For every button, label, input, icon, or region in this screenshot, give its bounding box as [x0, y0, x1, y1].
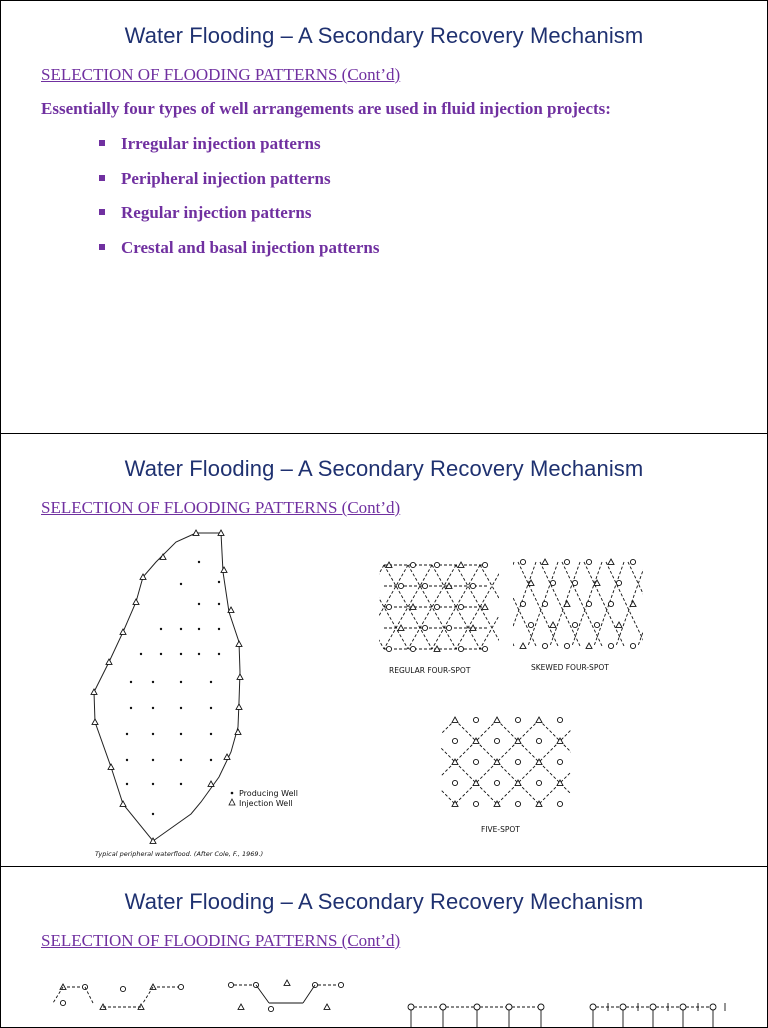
producing-well-icon — [550, 580, 555, 585]
pattern-line — [513, 562, 514, 646]
pattern-diagrams — [53, 980, 725, 1027]
producing-well-icon — [473, 801, 478, 806]
producing-well-icon — [434, 604, 439, 609]
producing-well-dot — [140, 653, 142, 655]
skewed-four-spot-figure — [513, 554, 643, 679]
producing-well-icon — [494, 738, 499, 743]
pattern-line — [441, 720, 497, 804]
peripheral-waterflood-figure — [81, 522, 311, 862]
injection-wells — [91, 530, 243, 843]
injection-well-icon — [564, 601, 570, 606]
slide-3 — [0, 866, 768, 1028]
producing-well-dot — [130, 681, 132, 683]
injection-well-icon — [550, 622, 556, 627]
slide-subtitle: SELECTION OF FLOODING PATTERNS (Cont’d) — [41, 498, 401, 517]
injection-well-icon — [542, 559, 548, 564]
producing-well-dot — [126, 733, 128, 735]
injection-well-icon — [238, 1004, 244, 1009]
pattern-line — [143, 987, 153, 1003]
slide-1 — [0, 0, 768, 434]
skewed-four-spot-pattern — [513, 559, 643, 649]
producing-well-icon — [386, 604, 391, 609]
producing-well-dot — [210, 759, 212, 761]
producing-well-dot — [152, 707, 154, 709]
injection-well-icon — [150, 984, 156, 989]
bullet-list — [99, 134, 379, 272]
producing-well-icon — [422, 625, 427, 630]
producing-well-icon — [482, 646, 487, 651]
producing-well-icon — [557, 801, 562, 806]
producing-well-icon — [542, 643, 547, 648]
pattern-line — [379, 565, 408, 649]
producing-well-icon — [538, 1004, 544, 1010]
slide-2 — [0, 433, 768, 867]
injection-well-icon — [133, 599, 139, 604]
producing-well-dot — [180, 733, 182, 735]
producing-well-icon — [268, 1006, 273, 1011]
producing-well-dot — [180, 653, 182, 655]
injection-well-icon — [630, 601, 636, 606]
producing-well-icon — [557, 759, 562, 764]
bullet-square-icon — [99, 209, 105, 215]
pattern-diagrams-row — [41, 967, 741, 1027]
producing-well-dot — [180, 707, 182, 709]
producing-well-icon — [608, 643, 613, 648]
injection-well-icon — [120, 801, 126, 806]
producing-well-icon — [557, 717, 562, 722]
injection-well-icon — [324, 1004, 330, 1009]
producing-well-dot — [130, 707, 132, 709]
injection-well-icon — [120, 629, 126, 634]
producing-well-icon — [564, 643, 569, 648]
producing-well-dot — [218, 628, 220, 630]
producing-well-icon — [434, 562, 439, 567]
bullet-square-icon — [99, 175, 105, 181]
slide-title: Water Flooding – A Secondary Recovery Mechanism — [124, 456, 644, 481]
injection-well-icon — [60, 984, 66, 989]
producing-well-icon — [440, 1004, 446, 1010]
producing-well-icon — [458, 604, 463, 609]
injection-well-icon — [235, 729, 241, 734]
producing-well-icon — [536, 780, 541, 785]
producing-well-icon — [338, 982, 343, 987]
injection-well-icon — [284, 980, 290, 985]
producing-well-icon — [515, 759, 520, 764]
pattern-line — [441, 720, 497, 804]
injection-well-icon — [221, 567, 227, 572]
producing-well-icon — [515, 717, 520, 722]
injection-well-icon — [608, 559, 614, 564]
injection-well-icon — [236, 641, 242, 646]
pattern-line — [303, 985, 315, 1003]
producing-well-icon — [60, 1000, 65, 1005]
slide-subtitle: SELECTION OF FLOODING PATTERNS (Cont’d) — [41, 931, 401, 950]
producing-well-icon — [446, 625, 451, 630]
producing-well-dot — [152, 681, 154, 683]
regular-four-spot-figure — [379, 557, 499, 682]
producing-well-dot — [210, 733, 212, 735]
producing-well-dot — [180, 759, 182, 761]
legend — [229, 789, 298, 808]
producing-wells — [126, 561, 220, 815]
producing-well-dot — [160, 653, 162, 655]
legend-injection: Injection Well — [239, 799, 293, 808]
producing-well-icon — [520, 559, 525, 564]
producing-well-icon — [564, 559, 569, 564]
producing-well-icon — [410, 646, 415, 651]
bullet-square-icon — [99, 244, 105, 250]
producing-well-icon — [422, 583, 427, 588]
pattern-line — [256, 985, 269, 1003]
producing-well-dot — [152, 783, 154, 785]
pattern-line — [628, 562, 643, 646]
pattern-line — [513, 562, 514, 646]
injection-well-icon — [108, 764, 114, 769]
producing-well-dot — [210, 681, 212, 683]
producing-well-dot — [198, 653, 200, 655]
injection-well-icon — [536, 717, 542, 722]
producing-well-dot — [210, 707, 212, 709]
slide-title: Water Flooding – A Secondary Recovery Mechanism — [124, 889, 644, 914]
producing-well-icon — [630, 643, 635, 648]
bullet-item: Crestal and basal injection patterns — [99, 238, 379, 273]
injection-well-icon — [520, 643, 526, 648]
injection-well-legend-icon — [229, 799, 235, 805]
producing-well-icon — [586, 559, 591, 564]
producing-well-icon — [458, 646, 463, 651]
injection-well-icon — [452, 717, 458, 722]
producing-well-icon — [120, 986, 125, 991]
pattern-line — [539, 720, 571, 804]
producing-well-icon — [630, 559, 635, 564]
injection-well-icon — [92, 719, 98, 724]
producing-well-icon — [536, 738, 541, 743]
pattern-line — [379, 565, 384, 649]
producing-well-icon — [650, 1004, 656, 1010]
field-boundary — [94, 533, 240, 841]
producing-well-icon — [410, 562, 415, 567]
producing-well-dot — [180, 783, 182, 785]
producing-well-icon — [528, 622, 533, 627]
figure-caption: Typical peripheral waterflood. (After Cole, F., 1969.) — [95, 850, 264, 858]
producing-well-icon — [408, 1004, 414, 1010]
pattern-line — [379, 565, 408, 649]
producing-well-dot — [218, 653, 220, 655]
five-spot-label: FIVE-SPOT — [481, 825, 520, 834]
producing-well-icon — [515, 801, 520, 806]
bullet-square-icon — [99, 140, 105, 146]
producing-well-dot — [180, 583, 182, 585]
producing-well-legend-icon — [231, 792, 234, 795]
slide-subtitle: SELECTION OF FLOODING PATTERNS (Cont’d) — [41, 65, 401, 84]
producing-well-dot — [160, 628, 162, 630]
pattern-line — [616, 562, 643, 646]
producing-well-icon — [470, 583, 475, 588]
producing-well-icon — [452, 780, 457, 785]
injection-well-icon — [586, 643, 592, 648]
injection-well-icon — [616, 622, 622, 627]
producing-well-dot — [198, 628, 200, 630]
injection-well-icon — [398, 625, 404, 630]
producing-well-icon — [398, 583, 403, 588]
injection-well-icon — [458, 562, 464, 567]
pattern-line — [85, 987, 93, 1003]
producing-well-dot — [218, 603, 220, 605]
producing-well-icon — [474, 1004, 480, 1010]
producing-well-dot — [180, 628, 182, 630]
producing-well-dot — [218, 581, 220, 583]
five-spot-pattern — [441, 717, 571, 807]
producing-well-dot — [152, 733, 154, 735]
producing-well-icon — [452, 738, 457, 743]
legend-producing: Producing Well — [239, 789, 298, 798]
producing-well-icon — [228, 982, 233, 987]
producing-well-icon — [482, 562, 487, 567]
injection-well-icon — [106, 659, 112, 664]
producing-well-icon — [386, 646, 391, 651]
producing-well-dot — [152, 813, 154, 815]
producing-well-icon — [590, 1004, 596, 1010]
pattern-line — [539, 720, 571, 804]
five-spot-figure — [441, 710, 571, 835]
producing-well-icon — [594, 622, 599, 627]
producing-well-icon — [506, 1004, 512, 1010]
producing-well-icon — [608, 601, 613, 606]
producing-well-dot — [180, 681, 182, 683]
producing-well-icon — [520, 601, 525, 606]
producing-well-icon — [572, 622, 577, 627]
bullet-item: Irregular injection patterns — [99, 134, 379, 169]
producing-well-icon — [473, 717, 478, 722]
injection-well-icon — [208, 781, 214, 786]
pattern-line — [638, 562, 643, 646]
slide-title: Water Flooding – A Secondary Recovery Mechanism — [124, 23, 644, 48]
injection-well-icon — [237, 674, 243, 679]
producing-well-dot — [198, 603, 200, 605]
injection-well-icon — [236, 704, 242, 709]
producing-well-icon — [473, 759, 478, 764]
producing-well-dot — [126, 783, 128, 785]
producing-well-icon — [586, 601, 591, 606]
producing-well-dot — [152, 759, 154, 761]
producing-well-icon — [494, 780, 499, 785]
bullet-item: Regular injection patterns — [99, 203, 379, 238]
producing-well-icon — [616, 580, 621, 585]
injection-well-icon — [91, 689, 97, 694]
intro-text: Essentially four types of well arrangements are used in fluid injection projects: — [41, 99, 611, 118]
producing-well-icon — [680, 1004, 686, 1010]
regular-four-spot-pattern — [379, 562, 499, 652]
regular-four-spot-label: REGULAR FOUR-SPOT — [389, 666, 471, 675]
producing-well-icon — [710, 1004, 716, 1010]
bullet-item: Peripheral injection patterns — [99, 169, 379, 204]
producing-well-icon — [542, 601, 547, 606]
producing-well-icon — [178, 984, 183, 989]
injection-well-icon — [494, 717, 500, 722]
producing-well-dot — [126, 759, 128, 761]
producing-well-icon — [620, 1004, 626, 1010]
skewed-four-spot-label: SKEWED FOUR-SPOT — [531, 663, 609, 672]
producing-well-icon — [572, 580, 577, 585]
injection-well-icon — [482, 604, 488, 609]
producing-well-dot — [198, 561, 200, 563]
pattern-line — [379, 565, 384, 649]
